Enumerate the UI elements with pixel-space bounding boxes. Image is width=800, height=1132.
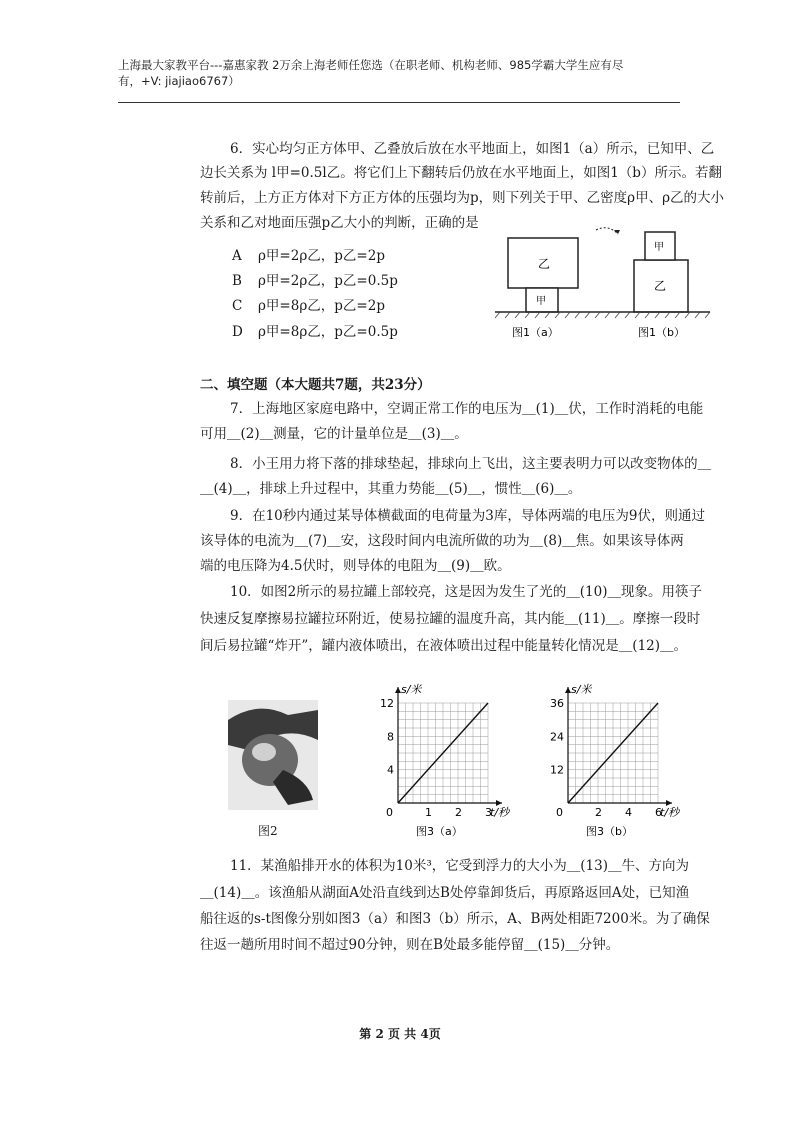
q6-line-1: 6．实心均匀正方体甲、乙叠放后放在水平地面上，如图1（a）所示，已知甲、乙	[230, 141, 715, 157]
figure-1	[490, 220, 715, 345]
block-yi-a-label: 乙	[538, 257, 551, 271]
q6-option-c	[232, 294, 385, 314]
q6-option-b	[232, 269, 398, 289]
x-tick-label: 6	[655, 806, 662, 819]
option-key: C	[232, 298, 243, 314]
q6-line-2: 边长关系为 l甲=0.5l乙。将它们上下翻转后仍放在水平地面上，如图1（b）所示。若翻	[200, 165, 722, 181]
y-tick-label: 12	[550, 763, 564, 777]
origin-label: 0	[386, 806, 393, 819]
x-axis-label: t/秒	[660, 806, 680, 819]
q10-line-3: 间后易拉罐“炸开”，罐内液体喷出，在液体喷出过程中能量转化情况是＿(12)＿。	[200, 638, 688, 654]
origin-label: 0	[556, 806, 563, 819]
q11-line-3: 船往返的s-t图像分别如图3（a）和图3（b）所示，A、B两处相距7200米。为了确保	[200, 911, 710, 927]
arrow-head-icon	[614, 230, 620, 234]
option-key: A	[232, 248, 242, 264]
fig1a-caption: 图1（a）	[512, 326, 559, 339]
y-tick-label: 4	[387, 763, 394, 777]
q6-line-3: 转前后，上方正方体对下方正方体的压强均为p，则下列关于甲、乙密度ρ甲、ρ乙的大小	[200, 190, 725, 206]
y-tick-label: 24	[550, 730, 564, 744]
y-tick-label: 8	[387, 730, 394, 744]
can-highlight	[252, 743, 276, 761]
option-text: ρ甲=2ρ乙，p乙=0.5p	[258, 273, 398, 289]
chart-fig3a	[370, 678, 520, 838]
chart-caption: 图3（b）	[586, 825, 633, 838]
q7-line-2: 可用＿(2)＿测量，它的计量单位是＿(3)＿。	[200, 426, 468, 442]
x-tick-label: 4	[625, 806, 632, 819]
q9-line-2: 该导体的电流为＿(7)＿安，这段时间内电流所做的功为＿(8)＿焦。如果该导体两	[200, 533, 684, 549]
q6-line-4: 关系和乙对地面压强p乙大小的判断，正确的是	[200, 215, 479, 231]
figure-1b	[634, 232, 688, 312]
page-number: 第 2 页 共 4页	[359, 1027, 441, 1041]
header-line-2: 有，+V: jiajiao6767）	[118, 74, 240, 88]
page-header	[118, 57, 678, 89]
fig1b-caption: 图1（b）	[638, 326, 685, 339]
y-tick-label: 36	[550, 697, 564, 710]
q10-line-1: 10．如图2所示的易拉罐上部较亮，这是因为发生了光的＿(10)＿现象。用筷子	[230, 584, 702, 600]
q10-line-2: 快速反复摩擦易拉罐拉环附近，使易拉罐的温度升高，其内能＿(11)＿。摩擦一段时	[200, 611, 701, 627]
block-jia-b-label: 甲	[654, 242, 664, 253]
fig2-caption: 图2	[258, 824, 278, 838]
option-key: D	[232, 324, 243, 340]
x-axis-label: t/秒	[490, 806, 510, 819]
option-key: B	[232, 273, 242, 289]
figure-1a	[508, 238, 578, 312]
q11-line-1: 11．某渔船排开水的体积为10米³，它受到浮力的大小为＿(13)＿牛、方向为	[230, 858, 689, 874]
option-text: ρ甲=8ρ乙，p乙=2p	[258, 298, 385, 314]
flip-arrow-icon	[596, 228, 618, 234]
q6-option-d	[232, 320, 398, 340]
q8-line-1: 8．小王用力将下落的排球垫起，排球向上飞出，这主要表明力可以改变物体的＿	[230, 456, 712, 472]
q8-line-2: ＿(4)＿，排球上升过程中，其重力势能＿(5)＿，惯性＿(6)＿。	[200, 481, 582, 497]
x-tick-label: 1	[425, 806, 432, 819]
q6-option-a	[232, 244, 385, 264]
x-tick-label: 3	[485, 806, 492, 819]
y-axis-label: s/米	[571, 683, 592, 696]
q7-line-1: 7．上海地区家庭电路中，空调正常工作的电压为＿(1)＿伏，工作时消耗的电能	[230, 401, 704, 417]
ground-hatch	[495, 312, 710, 318]
figure-2-photo	[228, 700, 318, 810]
option-text: ρ甲=2ρ乙，p乙=2p	[258, 248, 385, 264]
section-2-title: 二、填空题（本大题共7题，共23分）	[200, 377, 431, 393]
y-tick-label: 12	[380, 697, 394, 710]
chart-fig3b	[540, 678, 690, 838]
chart-caption: 图3（a）	[416, 825, 463, 838]
header-divider	[118, 102, 680, 103]
q11-line-2: ＿(14)＿。该渔船从湖面A处沿直线到达B处停靠卸货后，再原路返回A处，已知渔	[200, 885, 690, 901]
q9-line-1: 9．在10秒内通过某导体横截面的电荷量为3库，导体两端的电压为9伏，则通过	[230, 508, 705, 524]
block-jia-a-label: 甲	[536, 296, 546, 307]
q11-line-4: 往返一趟所用时间不超过90分钟，则在B处最多能停留＿(15)＿分钟。	[200, 937, 620, 953]
x-tick-label: 2	[455, 806, 462, 819]
x-tick-label: 2	[595, 806, 602, 819]
header-line-1: 上海最大家教平台---嘉惠家教 2万余上海老师任您选（在职老师、机构老师、985学霸大学生应有尽	[118, 58, 624, 72]
option-text: ρ甲=8ρ乙，p乙=0.5p	[258, 324, 398, 340]
q9-line-3: 端的电压降为4.5伏时，则导体的电阻为＿(9)＿欧。	[200, 558, 511, 574]
block-yi-b-label: 乙	[654, 279, 667, 293]
y-axis-label: s/米	[401, 683, 422, 696]
